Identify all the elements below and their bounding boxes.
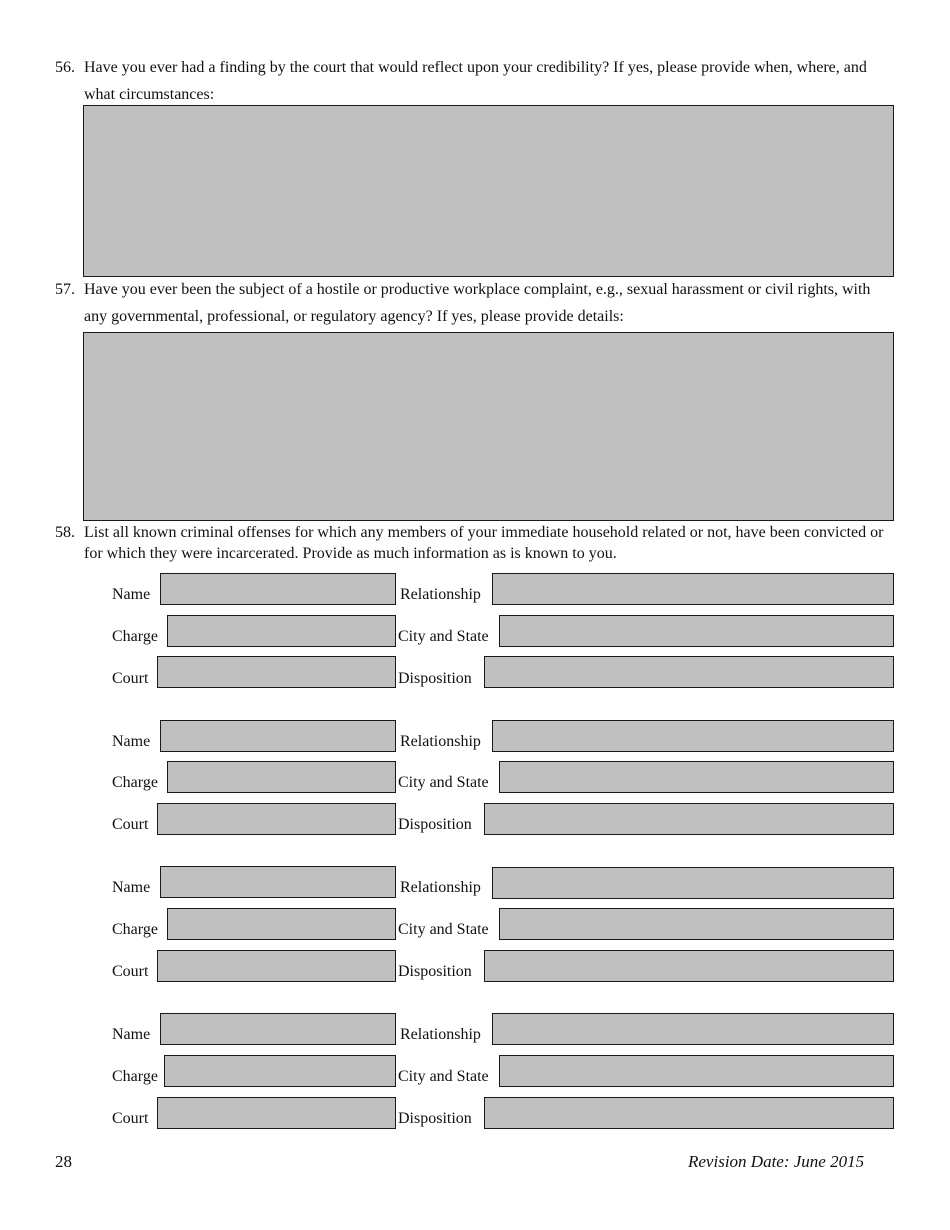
city-state-label: City and State	[398, 1068, 489, 1085]
answer-56-textarea[interactable]	[83, 105, 894, 277]
answer-57-textarea[interactable]	[83, 332, 894, 521]
name-label: Name	[112, 733, 151, 750]
city-state-input[interactable]	[499, 908, 894, 940]
disposition-input[interactable]	[484, 803, 894, 835]
question-text: Have you ever been the subject of a hostile or productive workplace complaint, e.g., sexual harassment or civil rights, with any governmental, professional, or regulatory agency? If yes, please provide details:	[84, 281, 871, 325]
disposition-label: Disposition	[398, 963, 472, 980]
court-label: Court	[112, 1110, 149, 1127]
city-state-input[interactable]	[499, 615, 894, 647]
city-state-input[interactable]	[499, 1055, 894, 1087]
relationship-label: Relationship	[400, 879, 481, 896]
relationship-input[interactable]	[492, 720, 894, 752]
name-label: Name	[112, 586, 151, 603]
name-label: Name	[112, 879, 151, 896]
disposition-label: Disposition	[398, 816, 472, 833]
relationship-input[interactable]	[492, 1013, 894, 1045]
name-input[interactable]	[160, 866, 396, 898]
court-input[interactable]	[157, 950, 396, 982]
court-input[interactable]	[157, 656, 396, 688]
disposition-input[interactable]	[484, 1097, 894, 1129]
name-label: Name	[112, 1026, 151, 1043]
charge-input[interactable]	[167, 761, 396, 793]
name-input[interactable]	[160, 1013, 396, 1045]
charge-input[interactable]	[167, 908, 396, 940]
relationship-label: Relationship	[400, 733, 481, 750]
disposition-input[interactable]	[484, 656, 894, 688]
name-input[interactable]	[160, 573, 396, 605]
relationship-label: Relationship	[400, 1026, 481, 1043]
disposition-input[interactable]	[484, 950, 894, 982]
charge-label: Charge	[112, 774, 158, 791]
court-input[interactable]	[157, 1097, 396, 1129]
disposition-label: Disposition	[398, 1110, 472, 1127]
name-input[interactable]	[160, 720, 396, 752]
city-state-label: City and State	[398, 774, 489, 791]
relationship-label: Relationship	[400, 586, 481, 603]
page-number: 28	[55, 1152, 72, 1171]
court-label: Court	[112, 670, 149, 687]
question-text: List all known criminal offenses for which any members of your immediate household related or not, have been convicted or for which they were incarcerated. Provide as much information as is known to you.	[84, 524, 884, 562]
question-number: 56.	[55, 59, 75, 76]
revision-date: Revision Date: June 2015	[688, 1152, 865, 1171]
court-label: Court	[112, 816, 149, 833]
question-number: 57.	[55, 281, 75, 298]
charge-input[interactable]	[164, 1055, 396, 1087]
charge-label: Charge	[112, 921, 158, 938]
question-text: Have you ever had a finding by the court that would reflect upon your credibility? If yes, please provide when, where, and what circumstances:	[84, 59, 867, 103]
city-state-input[interactable]	[499, 761, 894, 793]
disposition-label: Disposition	[398, 670, 472, 687]
charge-input[interactable]	[167, 615, 396, 647]
city-state-label: City and State	[398, 921, 489, 938]
court-input[interactable]	[157, 803, 396, 835]
relationship-input[interactable]	[492, 573, 894, 605]
court-label: Court	[112, 963, 149, 980]
relationship-input[interactable]	[492, 867, 894, 899]
question-number: 58.	[55, 524, 75, 541]
charge-label: Charge	[112, 1068, 158, 1085]
city-state-label: City and State	[398, 628, 489, 645]
charge-label: Charge	[112, 628, 158, 645]
